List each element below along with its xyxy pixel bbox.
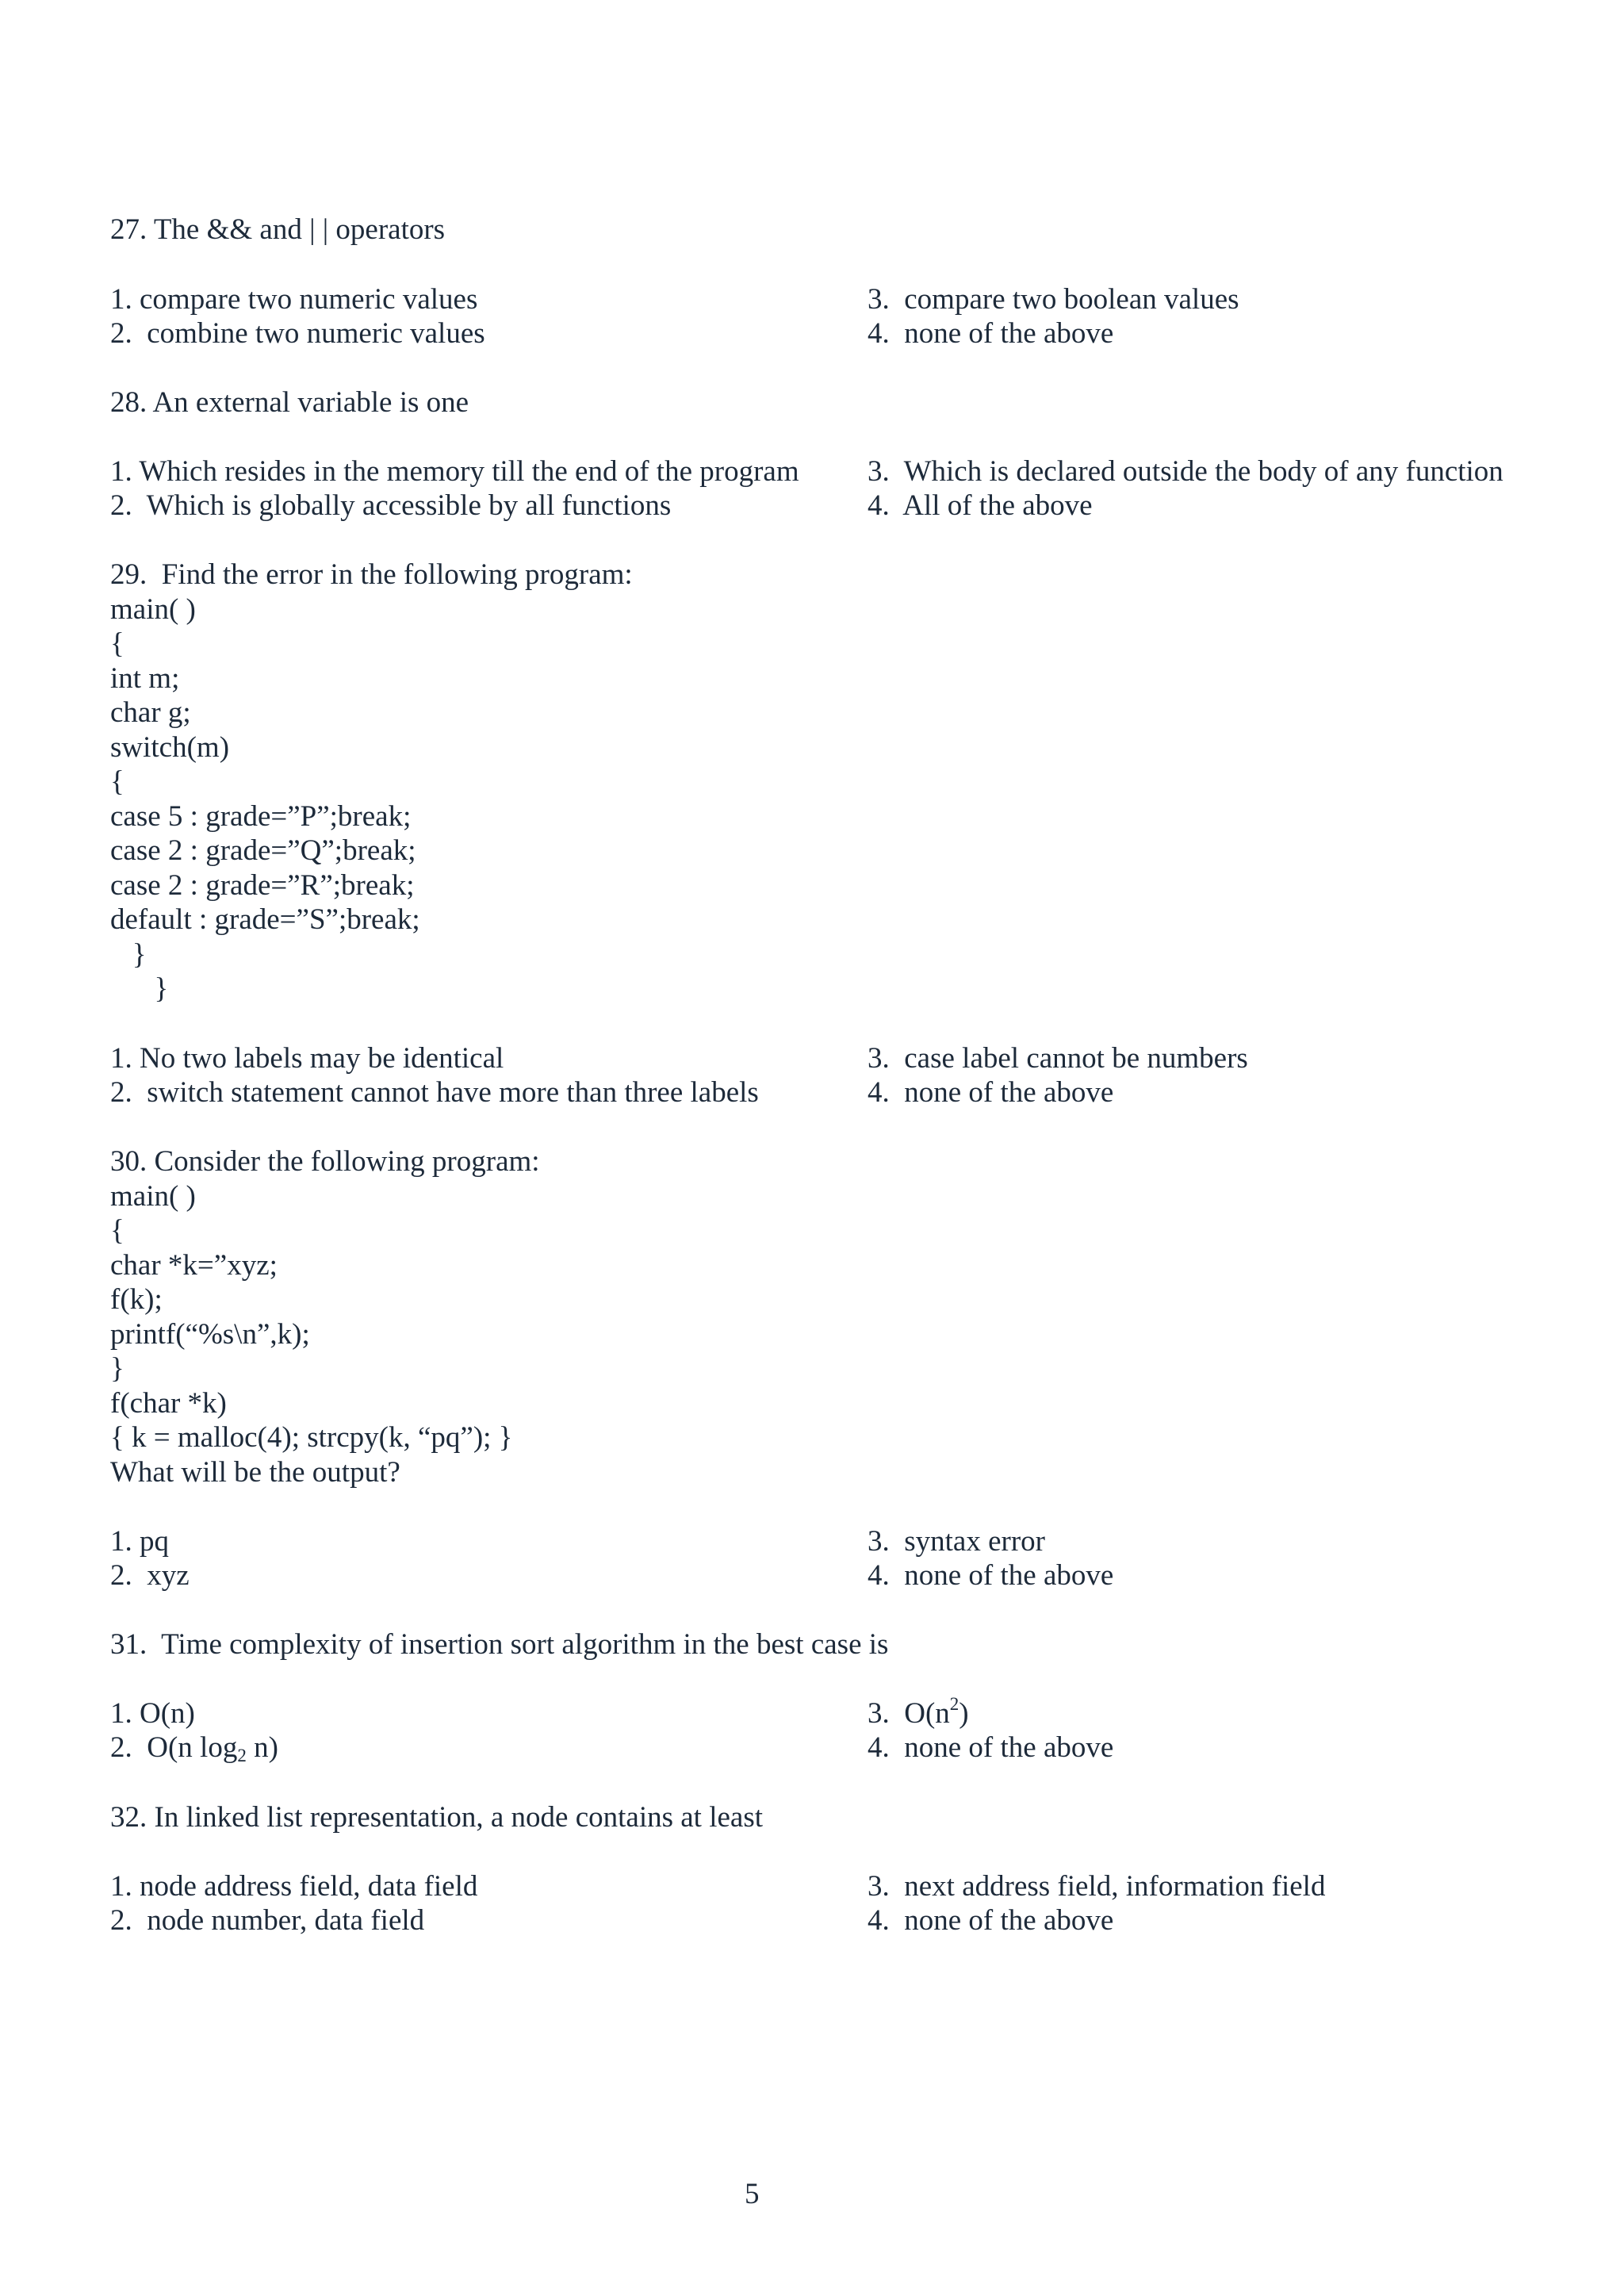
code-line: char *k=”xyz;	[110, 1249, 278, 1282]
code-line: case 5 : grade=”P”;break;	[110, 800, 412, 833]
page-number: 5	[745, 2178, 760, 2210]
question-29-option-1: 1. No two labels may be identical	[110, 1042, 504, 1075]
code-line: switch(m)	[110, 731, 230, 764]
code-line: case 2 : grade=”Q”;break;	[110, 834, 416, 867]
question-32-option-1: 1. node address field, data field	[110, 1870, 478, 1903]
question-30-option-3: 3. syntax error	[868, 1525, 1045, 1558]
code-line: main( )	[110, 1180, 196, 1213]
question-27-option-2: 2. combine two numeric values	[110, 317, 485, 350]
question-32-option-2: 2. node number, data field	[110, 1904, 425, 1937]
code-line: }	[110, 938, 147, 971]
question-27-option-4: 4. none of the above	[868, 317, 1114, 350]
question-32-option-4: 4. none of the above	[868, 1904, 1114, 1937]
question-28-option-1: 1. Which resides in the memory till the end of the program	[110, 455, 799, 488]
question-27-option-1: 1. compare two numeric values	[110, 283, 478, 316]
log-subscript: 2	[237, 1746, 247, 1765]
question-28-option-4: 4. All of the above	[868, 489, 1093, 522]
question-29-text: 29. Find the error in the following program:	[110, 558, 633, 591]
question-28-option-3: 3. Which is declared outside the body of any function	[868, 455, 1503, 488]
question-27-option-3: 3. compare two boolean values	[868, 283, 1239, 316]
code-line: {	[110, 765, 124, 798]
question-29-option-3: 3. case label cannot be numbers	[868, 1042, 1248, 1075]
code-line: }	[110, 972, 169, 1005]
question-31-option-1: 1. O(n)	[110, 1697, 195, 1730]
question-29-option-4: 4. none of the above	[868, 1076, 1114, 1109]
question-30-option-2: 2. xyz	[110, 1559, 190, 1592]
question-27-text: 27. The && and | | operators	[110, 213, 446, 246]
code-line: {	[110, 1214, 124, 1247]
question-32-option-3: 3. next address field, information field	[868, 1870, 1326, 1903]
question-28-option-2: 2. Which is globally accessible by all functions	[110, 489, 672, 522]
question-30-option-4: 4. none of the above	[868, 1559, 1114, 1592]
question-30-prompt: What will be the output?	[110, 1456, 400, 1489]
power-superscript: 2	[949, 1694, 959, 1714]
code-line: int m;	[110, 662, 180, 695]
code-line: f(char *k)	[110, 1387, 227, 1420]
question-32-text: 32. In linked list representation, a node contains at least	[110, 1801, 764, 1834]
code-line: { k = malloc(4); strcpy(k, “pq”); }	[110, 1421, 513, 1454]
question-28-text: 28. An external variable is one	[110, 386, 469, 419]
code-line: }	[110, 1352, 124, 1385]
question-31-option-4: 4. none of the above	[868, 1731, 1114, 1764]
question-31-option-2: 2. O(n $\log_2 n$)	[110, 1731, 278, 1765]
code-line: char g;	[110, 696, 191, 729]
question-31-text: 31. Time complexity of insertion sort algorithm in the best case is	[110, 1628, 889, 1661]
question-29-option-2: 2. switch statement cannot have more than three labels	[110, 1076, 759, 1109]
code-line: default : grade=”S”;break;	[110, 903, 420, 936]
code-line: f(k);	[110, 1283, 163, 1316]
code-line: case 2 : grade=”R”;break;	[110, 869, 415, 902]
question-30-text: 30. Consider the following program:	[110, 1145, 540, 1178]
question-30-option-1: 1. pq	[110, 1525, 169, 1558]
code-line: {	[110, 627, 124, 660]
code-line: printf(“%s\n”,k);	[110, 1318, 310, 1351]
question-31-option-3: 3. $O(n^2)$	[868, 1694, 969, 1730]
code-line: main( )	[110, 593, 196, 626]
